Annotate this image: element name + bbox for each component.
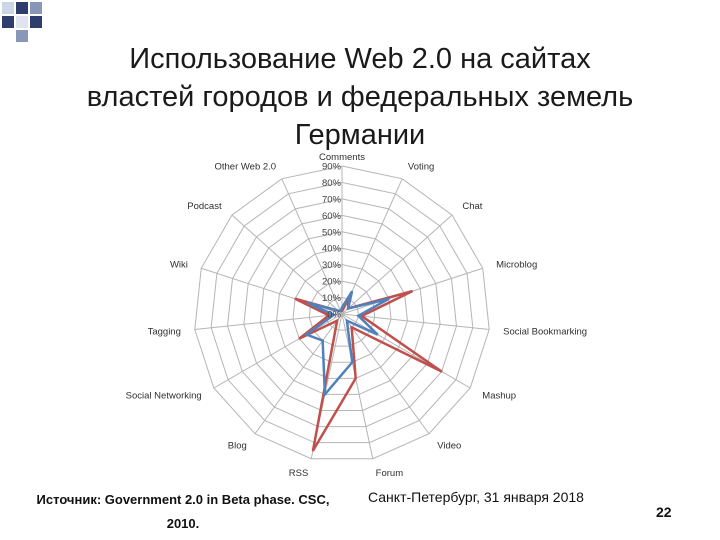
category-label: RSS — [288, 467, 309, 479]
tick-label: 40% — [321, 243, 341, 255]
tick-label: 30% — [321, 260, 341, 272]
tick-label: 80% — [321, 177, 341, 189]
data-point — [355, 378, 357, 380]
category-label: Video — [437, 440, 462, 452]
page-number: 22 — [656, 504, 672, 520]
data-point — [347, 308, 349, 310]
tick-label: 20% — [321, 276, 341, 288]
title-line-2: властей городов и федеральных земель — [86, 81, 634, 113]
category-label: Voting — [407, 161, 435, 173]
tick-label: 50% — [321, 227, 341, 239]
category-label: Wiki — [169, 259, 188, 271]
data-point — [322, 340, 324, 342]
source-line-2: 2010. — [166, 516, 200, 531]
category-label: Chat — [462, 201, 483, 213]
radar-chart — [125, 148, 600, 479]
data-point — [341, 307, 343, 309]
slide-title — [40, 40, 680, 154]
tick-label: 90% — [321, 161, 341, 173]
category-label: Microblog — [496, 259, 538, 271]
category-label: Forum — [375, 467, 404, 479]
category-label: Comments — [319, 152, 365, 163]
category-label: Social Bookmarking — [503, 326, 588, 338]
data-point — [351, 361, 353, 363]
data-point — [307, 302, 309, 304]
data-point — [351, 327, 353, 329]
data-point — [351, 291, 353, 293]
title-line-1: Использование Web 2.0 на сайтах — [129, 43, 591, 75]
city-date: Санкт-Петербург, 31 января 2018 — [368, 489, 584, 505]
data-point — [306, 334, 308, 336]
data-point — [346, 320, 348, 322]
tick-label: 60% — [321, 210, 341, 222]
data-point — [324, 394, 326, 396]
category-label: Social Networking — [125, 390, 202, 402]
data-point — [312, 450, 314, 452]
category-label: Blog — [227, 440, 247, 452]
data-point — [298, 338, 300, 340]
data-point — [441, 371, 443, 373]
category-label: Podcast — [187, 201, 222, 213]
data-point — [294, 298, 296, 300]
data-point — [388, 298, 390, 300]
category-label: Mashup — [482, 390, 517, 402]
radar-grid — [195, 166, 489, 459]
source-note — [18, 488, 348, 536]
series-line — [295, 291, 442, 451]
title-line-3: Германии — [294, 119, 426, 151]
category-label: Tagging — [147, 326, 181, 338]
tick-label: 70% — [321, 194, 341, 206]
data-point — [358, 315, 360, 317]
category-label: Other Web 2.0 — [214, 161, 277, 173]
tick-label: 10% — [321, 293, 341, 305]
corner-decoration — [0, 0, 60, 40]
source-line-1: Источник: Government 2.0 in Beta phase. CSC, — [36, 492, 330, 507]
data-point — [377, 334, 379, 336]
data-point — [412, 290, 414, 292]
tick-label: 0% — [327, 309, 341, 321]
